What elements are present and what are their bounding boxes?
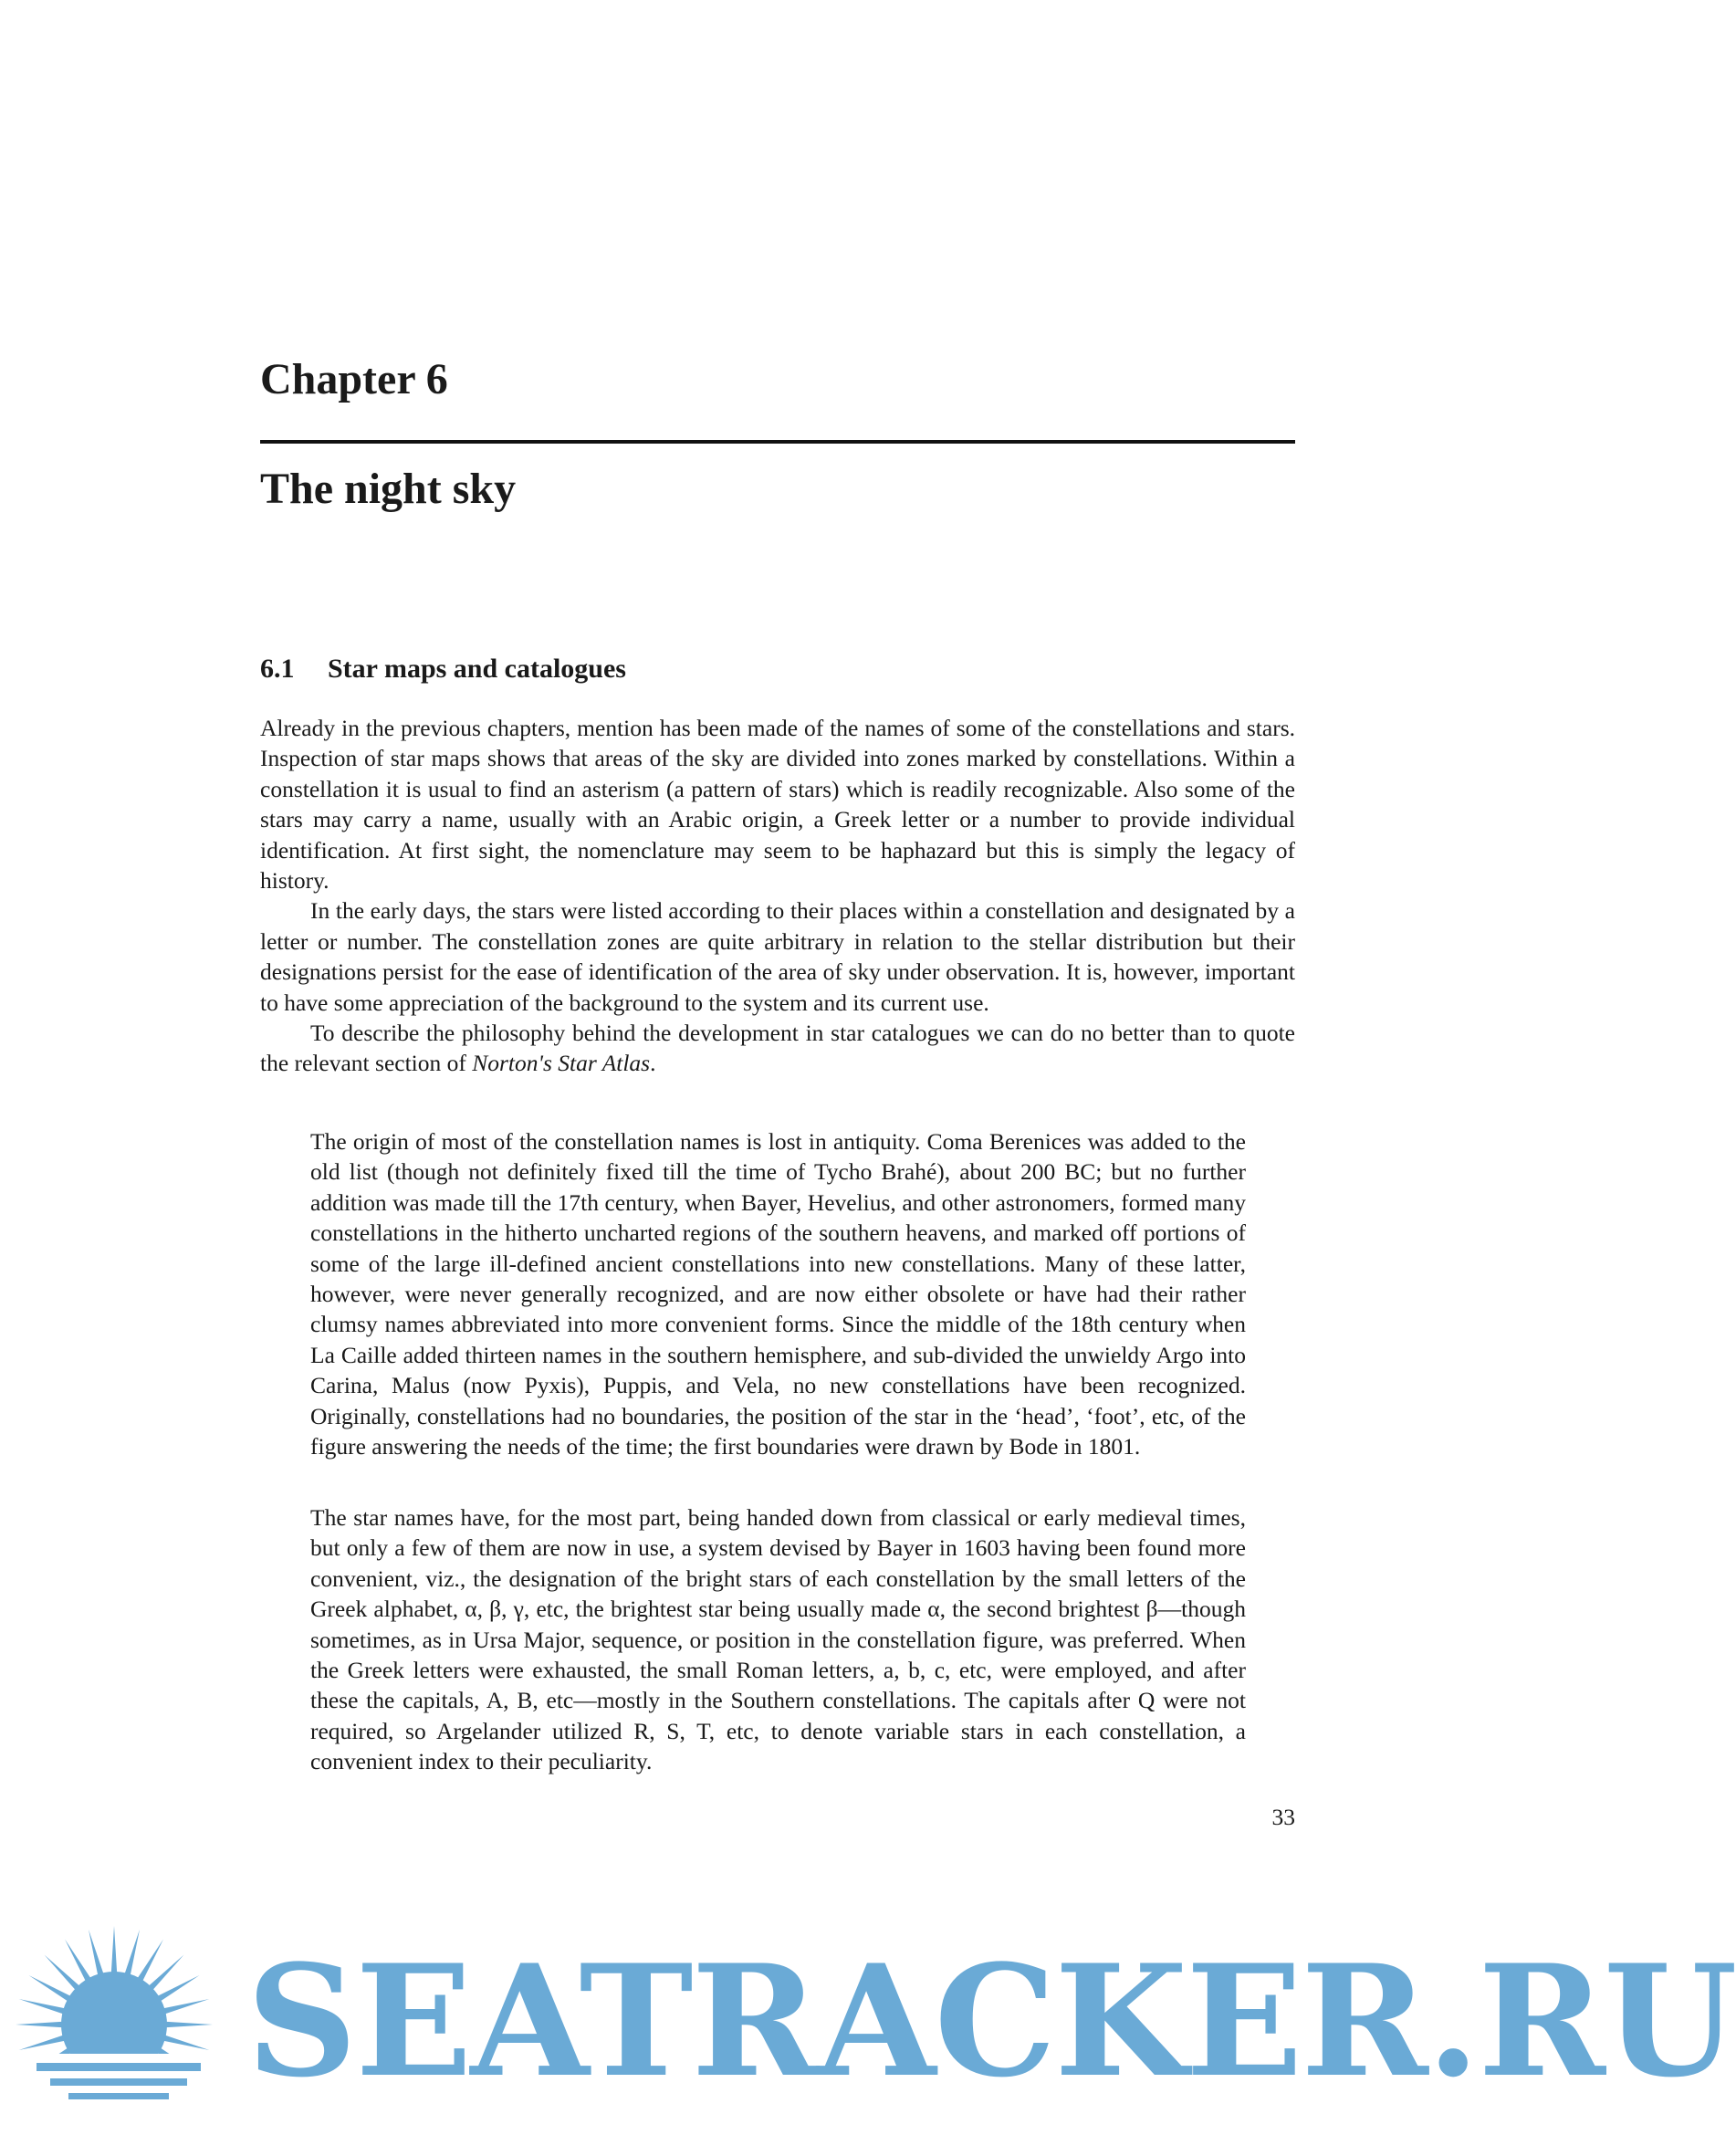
chapter-divider <box>260 440 1295 444</box>
sun-ray <box>16 2021 68 2027</box>
section-number: 6.1 <box>260 654 295 684</box>
quote-intro-text: To describe the philosophy behind the development in star catalogues we can do no better than to quote the relevant section of <box>260 1020 1295 1077</box>
sun-burst-icon <box>16 1926 256 2127</box>
chapter-title: The night sky <box>260 465 517 513</box>
block-quote-2 <box>310 1502 1246 1777</box>
quote-paragraph-2: The star names have, for the most part, being handed down from classical or early medieval times, but only a few of them are now in use, a system devised by Bayer in 1603 having been found more convenient, viz., the designation of the bright stars of each constellation by the small letters of the Greek alphabet, α, β, γ, etc, the brightest star being usually made α, the second brightest β—though sometimes, as in Ursa Major, sequence, or position in the constellation figure, was preferred. When the Greek letters were exhausted, the small Roman letters, a, b, c, etc, were employed, and after these the capitals, A, B, etc—mostly in the Southern constellations. The capitals after Q were not required, so Argelander utilized R, S, T, etc, to denote variable stars in each constellation, a convenient index to their peculiarity. <box>310 1504 1246 1775</box>
paragraph-3 <box>260 1018 1295 1079</box>
body-text <box>260 713 1295 1079</box>
paragraph-1: Already in the previous chapters, mention has been made of the names of some of the constellations and stars. Inspection of star maps shows that areas of the sky are divided into zones marked by constellations. Within a constellation it is usual to find an asterism (a pattern of stars) which is readily recognizable. Also some of the stars may carry a name, usually with an Arabic origin, a Greek letter or a number to provide individual identification. At first sight, the nomenclature may seem to be haphazard but this is simply the legacy of history. <box>260 715 1295 895</box>
block-quote-1 <box>310 1126 1246 1461</box>
citation-title: Norton's Star Atlas <box>472 1050 651 1077</box>
watermark-text: SEATRACKER.RU <box>246 1931 1736 2111</box>
chapter-label: Chapter 6 <box>260 355 448 403</box>
section-heading <box>260 655 626 683</box>
sun-ray <box>160 2021 213 2027</box>
page-number: 33 <box>1271 1804 1295 1830</box>
section-title: Star maps and catalogues <box>328 654 626 684</box>
quote-intro-end: . <box>650 1050 656 1077</box>
sun-ray <box>110 1926 117 1979</box>
paragraph-2: In the early days, the stars were listed according to their places within a constellation and designated by a letter or number. The constellation zones are quite arbitrary in relation to the stellar distribution but their designations persist for the ease of identification of the area of sky under observation. It is, however, important to have some appreciation of the background to the system and its current use. <box>260 897 1295 1016</box>
quote-paragraph-1: The origin of most of the constellation names is lost in antiquity. Coma Berenices was added to the old list (though not definitely fixed till the time of Tycho Brahé), about 200 BC; but no further addition was made till the 17th century, when Bayer, Hevelius, and other astronomers, formed many constellations in the hitherto uncharted regions of the southern heavens, and marked off portions of some of the large ill-defined ancient constellations into new constellations. Many of these latter, however, were never generally recognized, and are now either obsolete or have had their rather clumsy names abbreviated into more convenient forms. Since the middle of the 18th century when La Caille added thirteen names in the southern hemisphere, and sub-divided the unwieldy Argo into Carina, Malus (now Pyxis), Puppis, and Vela, no new constellations have been recognized. Originally, constellations had no boundaries, the position of the star in the ‘head’, ‘foot’, etc, of the figure answering the needs of the time; the first boundaries were drawn by Bode in 1801. <box>310 1128 1246 1460</box>
